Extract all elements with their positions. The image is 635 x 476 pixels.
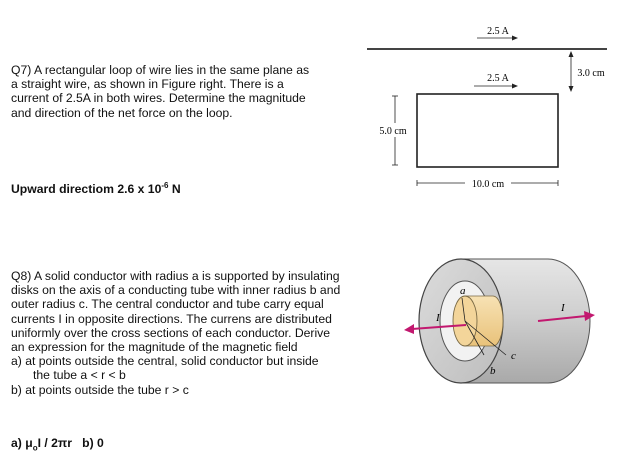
label-a: a xyxy=(460,285,466,297)
q8-line-6: an expression for the magnitude of the magnetic field xyxy=(11,340,298,355)
current-arrowhead-left xyxy=(404,324,414,334)
q8-parts xyxy=(11,354,340,397)
gap-label: 3.0 cm xyxy=(577,68,605,79)
q7-answer-unit: N xyxy=(168,182,181,197)
q8-part-a-cont: the tube a < r < b xyxy=(33,368,126,383)
q8-line-5: uniformly over the cross sections of each conductor. Derive xyxy=(11,325,331,340)
q7-question-text xyxy=(11,63,309,120)
q8-answer-a-suffix: I / 2πr xyxy=(37,436,72,450)
q8-answer-a-subscript: o xyxy=(32,443,38,453)
label-b: b xyxy=(490,365,496,377)
wire-current-label: 2.5 A xyxy=(487,26,509,37)
label-c: c xyxy=(511,350,516,362)
height-label: 5.0 cm xyxy=(379,126,407,137)
q7-line-2: a straight wire, as shown in Figure right. There is a xyxy=(11,77,284,92)
loop-current-arrowhead xyxy=(512,84,518,89)
q8-line-4: currents I in opposite directions. The currens are distributed xyxy=(11,311,332,326)
q8-part-a: a) at points outside the central, solid conductor but inside xyxy=(11,354,319,369)
q7-line-3: current of 2.5A in both wires. Determine the magnitude xyxy=(11,91,306,106)
q7-answer-value: Upward directiom 2.6 x 10 xyxy=(11,182,162,197)
q8-answer-b: b) 0 xyxy=(82,436,104,450)
q8-figure xyxy=(398,245,613,395)
rectangular-loop xyxy=(417,94,558,167)
wire-current-arrowhead xyxy=(512,36,518,41)
q8-line-2: disks on the axis of a conducting tube with inner radius b and xyxy=(11,283,341,298)
q7-answer xyxy=(11,181,181,196)
q7-answer-exponent: -6 xyxy=(161,181,169,190)
q8-part-b: b) at points outside the tube r > c xyxy=(11,382,189,397)
q7-figure xyxy=(362,15,612,215)
label-I-right: I xyxy=(561,302,565,314)
loop-current-label: 2.5 A xyxy=(487,73,509,84)
gap-arrowhead-bottom xyxy=(569,86,574,92)
q8-question-text xyxy=(11,269,340,397)
width-label: 10.0 cm xyxy=(471,179,505,190)
q8-answer-a-prefix: a) μ xyxy=(11,436,33,450)
q7-line-4: and direction of the net force on the loop. xyxy=(11,105,233,120)
gap-arrowhead-top xyxy=(569,51,574,57)
q8-line-1: Q8) A solid conductor with radius a is supported by insulating xyxy=(11,269,340,283)
q8-answer xyxy=(11,436,104,452)
q8-line-3: outer radius c. The central conductor and tube carry equal xyxy=(11,297,324,312)
q7-line-1: Q7) A rectangular loop of wire lies in the same plane as xyxy=(11,63,310,77)
label-I-left: I xyxy=(436,312,440,324)
